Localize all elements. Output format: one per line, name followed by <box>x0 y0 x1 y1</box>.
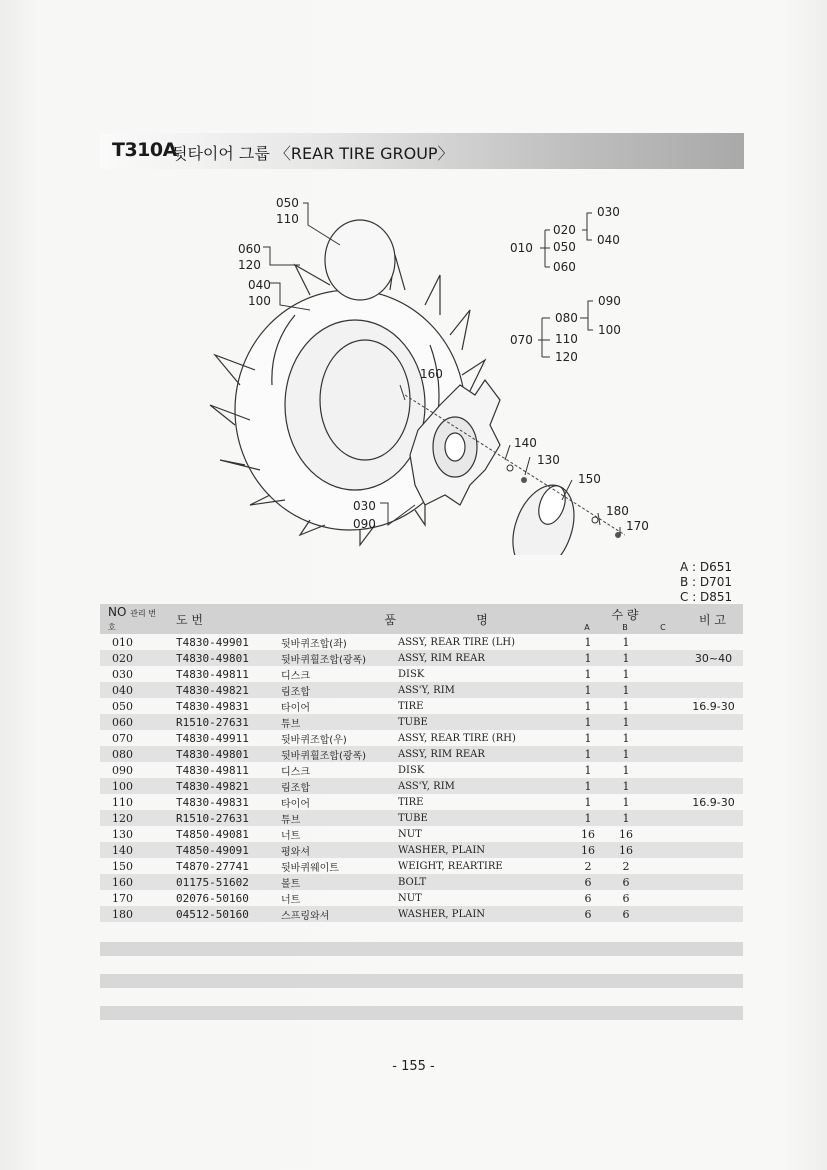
row-qty-a: 1 <box>584 731 592 745</box>
row-qty-a: 1 <box>584 795 592 809</box>
callout-090: 090 <box>353 517 376 531</box>
row-qty-a: 1 <box>584 635 592 649</box>
row-no: 080 <box>100 746 156 762</box>
row-no: 090 <box>112 763 133 777</box>
row-qty-b: 1 <box>606 714 644 730</box>
row-name-en: TUBE <box>396 714 568 730</box>
row-no: 010 <box>112 635 133 649</box>
row-name-en: TIRE <box>398 796 424 808</box>
row-qty-c <box>644 810 682 826</box>
table-row <box>100 730 743 746</box>
row-name-kr: 뒷바퀴조합(우) <box>281 734 347 746</box>
row-remark <box>682 634 743 650</box>
row-name-kr: 평와셔 <box>279 842 396 858</box>
row-name-en: WASHER, PLAIN <box>396 842 568 858</box>
row-part-number: T4830-49831 <box>176 699 249 713</box>
row-qty-a: 1 <box>584 699 592 713</box>
row-name-kr: 너트 <box>281 830 301 842</box>
row-remark <box>682 858 743 874</box>
table-row <box>100 634 743 650</box>
tree-010: 010 <box>510 241 533 255</box>
model-a: A : D651 <box>680 560 733 574</box>
row-qty-b: 6 <box>606 874 644 890</box>
tree-060: 060 <box>553 260 576 274</box>
row-no: 160 <box>100 874 156 890</box>
weight-drawing <box>502 477 585 555</box>
model-c: C : D851 <box>680 590 733 604</box>
callout-170: 170 <box>626 519 649 533</box>
table-row <box>100 810 743 826</box>
model-b: B : D701 <box>680 575 733 589</box>
row-qty-c <box>644 714 682 730</box>
tree-020: 020 <box>553 223 576 237</box>
row-name-kr: 타이어 <box>281 798 310 810</box>
tree-070: 070 <box>510 333 533 347</box>
callout-160: 160 <box>420 367 443 381</box>
callout-040: 040 <box>248 278 271 292</box>
table-row <box>100 842 743 858</box>
row-part-number: T4830-49801 <box>156 746 279 762</box>
table-row <box>100 874 743 890</box>
row-qty-b: 1 <box>622 699 630 713</box>
row-qty-c <box>644 794 682 810</box>
row-name-en: ASS'Y, RIM <box>396 778 568 794</box>
row-part-number: T4830-49821 <box>156 778 279 794</box>
row-no: 100 <box>100 778 156 794</box>
row-qty-b: 6 <box>606 906 644 922</box>
row-part-number: T4830-49811 <box>176 763 249 777</box>
row-no: 110 <box>112 795 133 809</box>
row-name-kr: 뒷바퀴조합(좌) <box>281 638 347 650</box>
row-qty-c <box>644 746 682 762</box>
callout-150: 150 <box>578 472 601 486</box>
row-remark <box>682 810 743 826</box>
row-qty-c <box>644 826 682 842</box>
callout-180: 180 <box>606 504 629 518</box>
table-row <box>100 858 743 874</box>
row-part-number: R1510-27631 <box>156 810 279 826</box>
row-qty-c <box>644 778 682 794</box>
tree-080: 080 <box>555 311 578 325</box>
header-qty-a: A <box>584 623 590 632</box>
row-part-number: T4850-49091 <box>156 842 279 858</box>
row-no: 140 <box>100 842 156 858</box>
table-row <box>100 906 743 922</box>
table-row <box>100 714 743 730</box>
row-qty-b: 1 <box>606 810 644 826</box>
row-qty-b: 1 <box>622 795 630 809</box>
row-remark: 16.9-30 <box>692 699 735 713</box>
tree-050: 050 <box>553 240 576 254</box>
washer-140 <box>507 465 513 471</box>
row-name-en: DISK <box>398 764 425 776</box>
callout-060: 060 <box>238 242 261 256</box>
row-no: 030 <box>112 667 133 681</box>
row-part-number: T4830-49801 <box>156 650 279 666</box>
row-name-kr: 림조합 <box>279 682 396 698</box>
header-name-en: 명 <box>396 604 568 634</box>
tree-110: 110 <box>555 332 578 346</box>
row-no: 150 <box>112 859 133 873</box>
row-part-number: T4830-49901 <box>176 635 249 649</box>
row-name-kr: 뒷바퀴웨이트 <box>281 862 339 874</box>
row-name-kr: 볼트 <box>279 874 396 890</box>
row-remark <box>682 682 743 698</box>
row-remark: 30~40 <box>682 650 743 666</box>
row-qty-a: 2 <box>584 859 592 873</box>
empty-row-band <box>100 974 743 988</box>
table-header-row <box>100 604 743 634</box>
row-part-number: 04512-50160 <box>156 906 279 922</box>
table-row <box>100 890 743 906</box>
row-no: 060 <box>100 714 156 730</box>
row-remark <box>682 666 743 682</box>
callout-130: 130 <box>537 453 560 467</box>
row-part-number: T4830-49821 <box>156 682 279 698</box>
table-row <box>100 794 743 810</box>
tree-040: 040 <box>597 233 620 247</box>
row-no: 040 <box>100 682 156 698</box>
section-title-bar <box>100 133 744 169</box>
row-qty-a: 1 <box>568 810 606 826</box>
row-qty-a: 1 <box>568 746 606 762</box>
tree-100: 100 <box>598 323 621 337</box>
row-name-en: TIRE <box>398 700 424 712</box>
row-part-number: R1510-27631 <box>156 714 279 730</box>
row-qty-a: 1 <box>568 778 606 794</box>
row-no: 130 <box>112 827 133 841</box>
row-part-number: T4850-49081 <box>176 827 249 841</box>
row-remark: 16.9-30 <box>692 795 735 809</box>
row-name-en: ASSY, RIM REAR <box>396 746 568 762</box>
row-qty-a: 1 <box>568 714 606 730</box>
row-name-kr: 뒷바퀴휠조합(광폭) <box>279 746 396 762</box>
row-name-kr: 디스크 <box>281 670 310 682</box>
header-mgmt: 관리 번호 <box>108 609 156 632</box>
row-remark <box>682 906 743 922</box>
row-part-number: 02076-50160 <box>176 891 249 905</box>
row-name-kr: 스프링와셔 <box>279 906 396 922</box>
washer-180 <box>592 517 598 523</box>
row-qty-b: 1 <box>622 763 630 777</box>
parts-table-body <box>100 634 743 922</box>
row-name-kr: 너트 <box>281 894 301 906</box>
row-no: 050 <box>112 699 133 713</box>
row-name-en: NUT <box>398 828 422 840</box>
row-remark <box>682 826 743 842</box>
row-qty-c <box>644 666 682 682</box>
row-qty-c <box>644 634 682 650</box>
row-qty-c <box>644 730 682 746</box>
row-remark <box>682 874 743 890</box>
table-row <box>100 650 743 666</box>
header-qty-b: B <box>622 623 628 632</box>
row-qty-a: 16 <box>581 827 595 841</box>
row-part-number: T4870-27741 <box>176 859 249 873</box>
row-qty-b: 6 <box>622 891 630 905</box>
header-remark: 비 고 <box>682 604 743 634</box>
row-qty-a: 6 <box>568 874 606 890</box>
row-name-en: ASS'Y, RIM <box>396 682 568 698</box>
parts-table <box>100 604 743 922</box>
callout-110: 110 <box>276 212 299 226</box>
row-qty-b: 16 <box>606 842 644 858</box>
page-number: - 155 - <box>392 1059 435 1074</box>
row-qty-b: 2 <box>622 859 630 873</box>
row-part-number: T4830-49831 <box>176 795 249 809</box>
row-qty-c <box>644 858 682 874</box>
header-qty-c: C <box>660 623 666 632</box>
table-row <box>100 682 743 698</box>
row-name-kr: 튜브 <box>279 810 396 826</box>
tree-030: 030 <box>597 205 620 219</box>
row-name-en: ASSY, REAR TIRE (RH) <box>398 732 516 744</box>
row-name-en: DISK <box>398 668 425 680</box>
row-name-en: ASSY, RIM REAR <box>396 650 568 666</box>
row-qty-c <box>644 842 682 858</box>
row-no: 120 <box>100 810 156 826</box>
row-no: 020 <box>100 650 156 666</box>
row-remark <box>682 714 743 730</box>
row-qty-a: 6 <box>568 906 606 922</box>
row-name-en: WEIGHT, REARTIRE <box>398 860 503 872</box>
group-code: T310A <box>112 139 177 161</box>
row-qty-c <box>644 874 682 890</box>
rear-tire-illustration <box>200 185 660 555</box>
row-no: 170 <box>112 891 133 905</box>
row-name-kr: 뒷바퀴휠조합(광폭) <box>279 650 396 666</box>
row-qty-a: 16 <box>568 842 606 858</box>
row-qty-c <box>644 890 682 906</box>
row-name-kr: 디스크 <box>281 766 310 778</box>
row-remark <box>682 730 743 746</box>
row-name-en: TUBE <box>396 810 568 826</box>
row-qty-b: 1 <box>622 635 630 649</box>
header-no: NO 관리 번호 <box>100 604 156 634</box>
row-name-en: BOLT <box>396 874 568 890</box>
row-part-number: T4830-49811 <box>176 667 249 681</box>
row-remark <box>682 778 743 794</box>
row-qty-a: 1 <box>584 667 592 681</box>
row-remark <box>682 746 743 762</box>
callout-120: 120 <box>238 258 261 272</box>
row-name-en: NUT <box>398 892 422 904</box>
header-name-kr: 품 <box>279 604 396 634</box>
row-qty-b: 1 <box>622 731 630 745</box>
row-name-en: WASHER, PLAIN <box>396 906 568 922</box>
table-row <box>100 698 743 714</box>
callout-030: 030 <box>353 499 376 513</box>
row-qty-c <box>644 698 682 714</box>
callout-050: 050 <box>276 196 299 210</box>
table-row <box>100 746 743 762</box>
row-part-number: T4830-49911 <box>176 731 249 745</box>
row-qty-c <box>644 906 682 922</box>
model-legend <box>680 560 732 605</box>
row-qty-c <box>644 762 682 778</box>
row-remark <box>682 890 743 906</box>
callout-100: 100 <box>248 294 271 308</box>
row-qty-b: 1 <box>622 667 630 681</box>
row-qty-b: 1 <box>606 746 644 762</box>
row-qty-b: 1 <box>606 778 644 794</box>
row-qty-a: 1 <box>568 682 606 698</box>
row-qty-a: 1 <box>568 650 606 666</box>
row-qty-c <box>644 682 682 698</box>
tree-090: 090 <box>598 294 621 308</box>
row-no: 070 <box>112 731 133 745</box>
row-qty-b: 16 <box>619 827 633 841</box>
header-part-no: 도 번 <box>156 604 279 634</box>
table-row <box>100 762 743 778</box>
group-title: 뒷타이어 그룹 〈REAR TIRE GROUP〉 <box>172 144 454 163</box>
row-part-number: 01175-51602 <box>156 874 279 890</box>
row-remark <box>682 762 743 778</box>
table-row <box>100 666 743 682</box>
row-name-kr: 타이어 <box>281 702 310 714</box>
tree-120: 120 <box>555 350 578 364</box>
table-row <box>100 778 743 794</box>
row-remark <box>682 842 743 858</box>
row-qty-c <box>644 650 682 666</box>
exploded-diagram <box>200 185 660 555</box>
row-qty-a: 1 <box>584 763 592 777</box>
callout-140: 140 <box>514 436 537 450</box>
row-no: 180 <box>100 906 156 922</box>
row-qty-a: 6 <box>584 891 592 905</box>
row-name-kr: 림조합 <box>279 778 396 794</box>
row-name-en: ASSY, REAR TIRE (LH) <box>398 636 515 648</box>
table-row <box>100 826 743 842</box>
row-name-kr: 튜브 <box>279 714 396 730</box>
empty-row-band <box>100 1006 743 1020</box>
row-qty-b: 1 <box>606 650 644 666</box>
nut-130 <box>521 477 527 483</box>
empty-row-band <box>100 942 743 956</box>
header-qty: 수 량 A B C <box>568 604 682 634</box>
row-qty-b: 1 <box>606 682 644 698</box>
